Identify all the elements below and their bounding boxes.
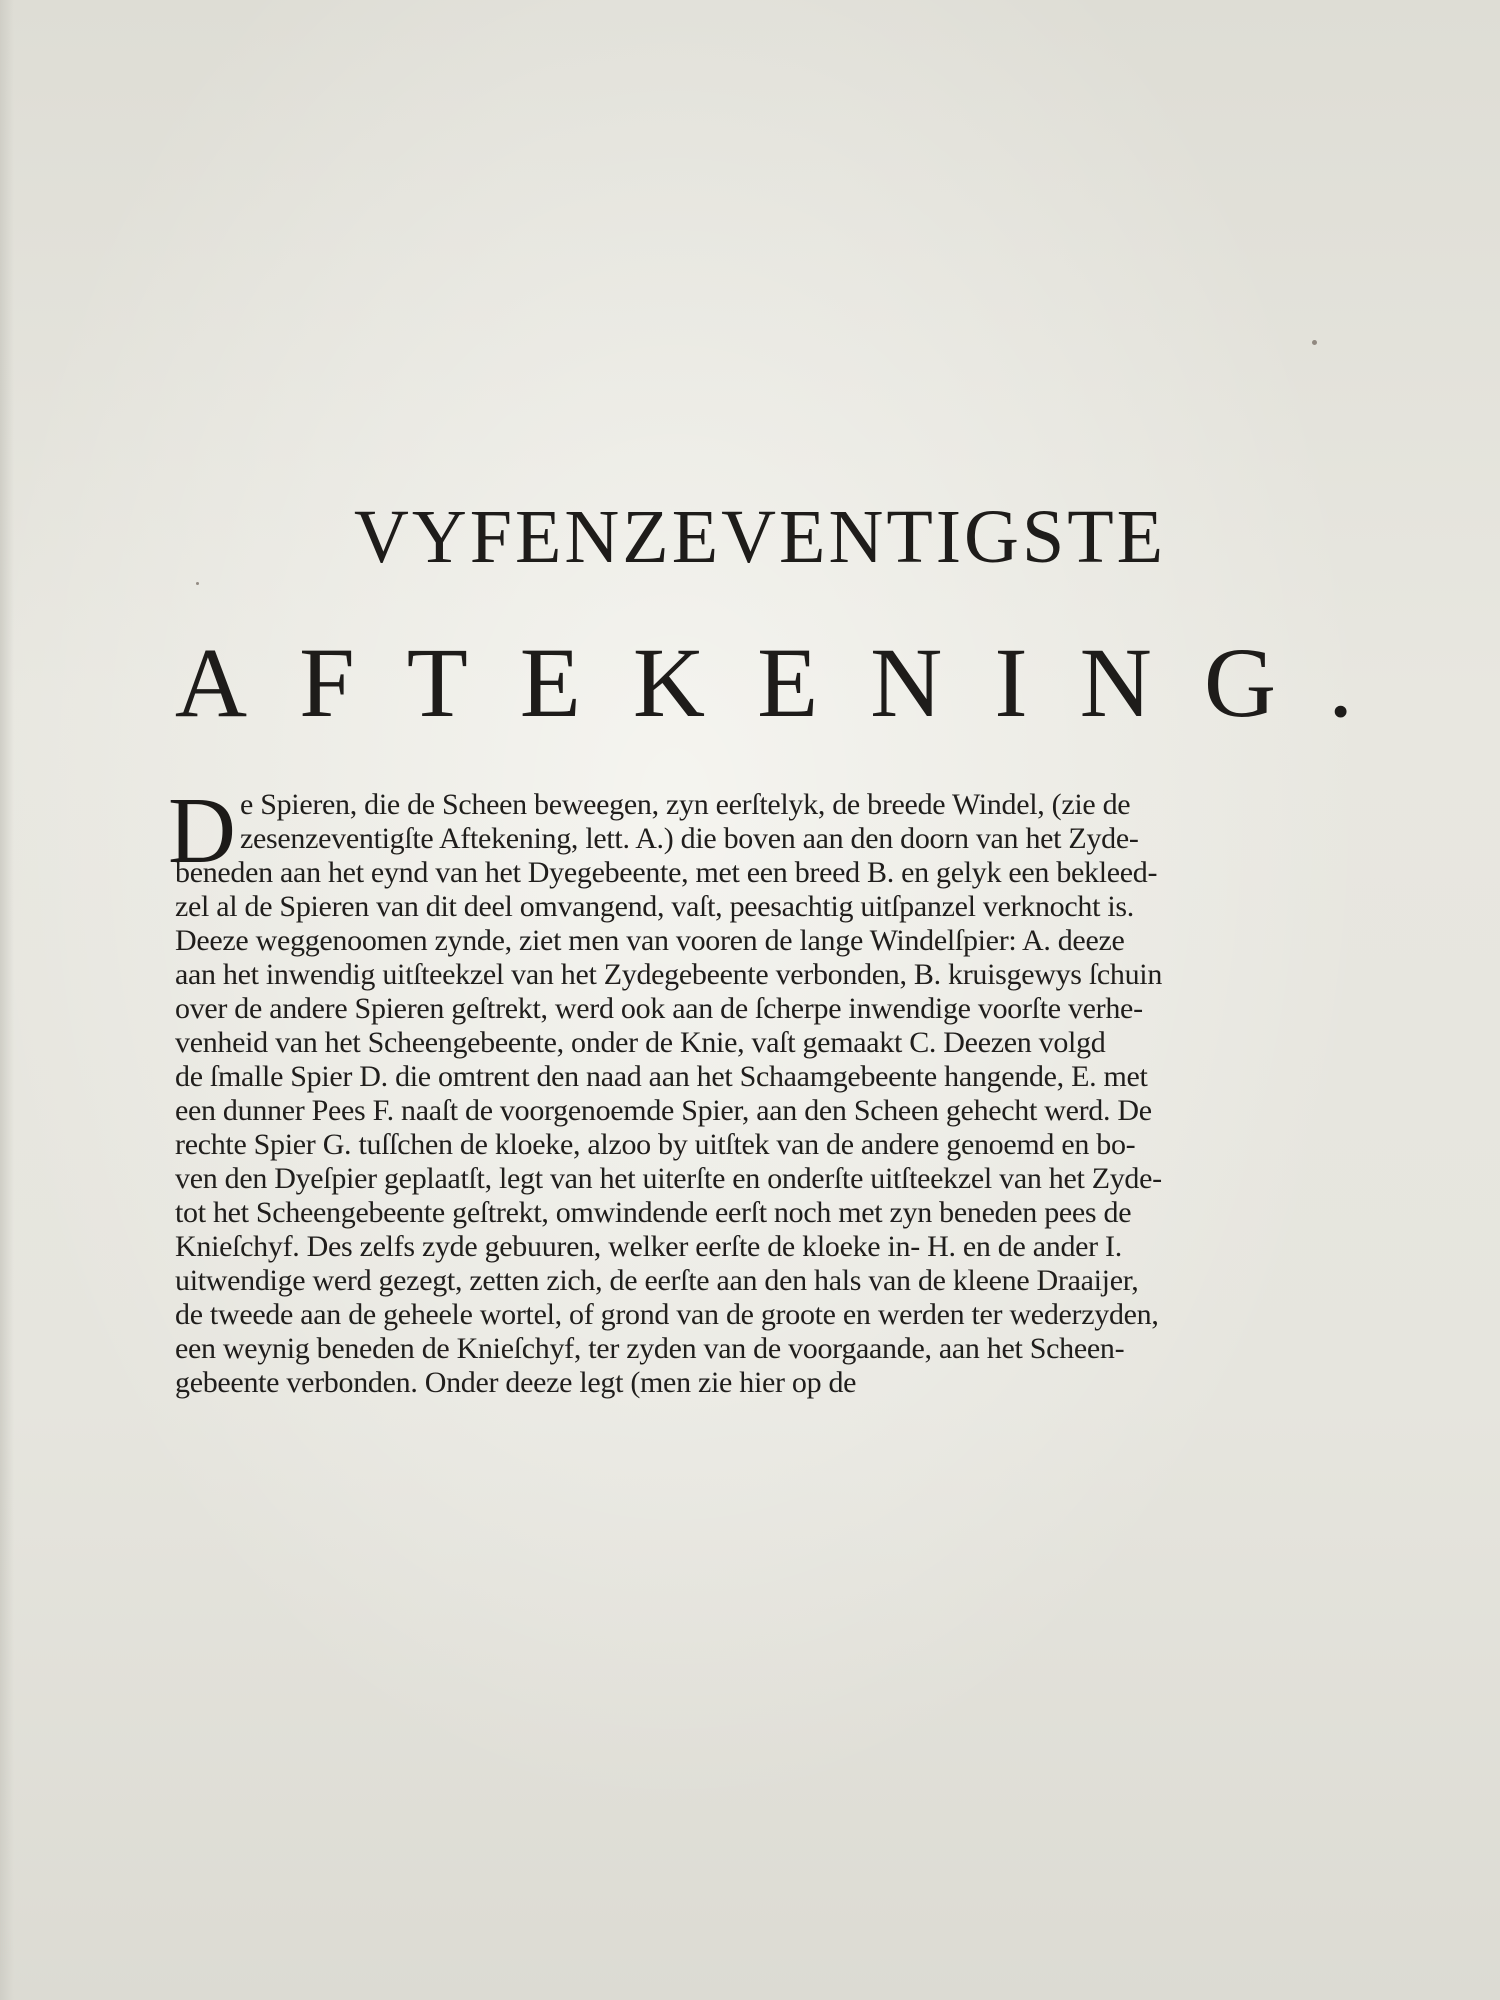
text-line: een dunner Pees F. naaſt de voorgenoemde Spier, aan den Scheen gehecht werd. De xyxy=(175,1094,1152,1127)
text-line: over de andere Spieren geſtrekt, werd ook aan de ſcherpe inwendige voorſte verhe- xyxy=(175,992,1143,1025)
text-line: een weynig beneden de Knieſchyf, ter zyden van de voorgaande, aan het Scheen- xyxy=(175,1332,1125,1365)
text-line: aan het inwendig uitſteekzel van het Zydegebeente verbonden, B. kruisgewys ſchuin xyxy=(175,958,1163,991)
text-line: de tweede aan de geheele wortel, of grond van de groote en werden ter wederzyden, xyxy=(175,1298,1159,1331)
text-line: zesenzeventigſte Aftekening, lett. A.) die boven aan den doorn van het Zyde- xyxy=(240,822,1139,855)
heading-title: AFTEKENING. xyxy=(174,627,1406,738)
heading-ordinal: VYFENZEVENTIGSTE xyxy=(353,495,1167,579)
page-edge-shadow xyxy=(0,0,14,2000)
text-line: uitwendige werd gezegt, zetten zich, de eerſte aan den hals van de kleene Draaijer, xyxy=(175,1264,1139,1297)
text-line: zel al de Spieren van dit deel omvangend, vaſt, peesachtig uitſpanzel verknocht is. xyxy=(175,890,1134,923)
text-line: ven den Dyeſpier geplaatſt, legt van het uiterſte en onderſte uitſteekzel van het Zyde- xyxy=(175,1162,1162,1195)
paper-speck xyxy=(1312,340,1317,345)
text-line: gebeente verbonden. Onder deeze legt (men zie hier op de xyxy=(175,1366,857,1399)
text-line: Knieſchyf. Des zelfs zyde gebuuren, welker eerſte de kloeke in- H. en de ander I. xyxy=(175,1230,1122,1263)
drop-cap: D xyxy=(168,779,236,883)
text-line: Deeze weggenoomen zynde, ziet men van vooren de lange Windelſpier: A. deeze xyxy=(175,924,1125,957)
text-line: de ſmalle Spier D. die omtrent den naad aan het Schaamgebeente hangende, E. met xyxy=(175,1060,1148,1093)
text-line: venheid van het Scheengebeente, onder de Knie, vaſt gemaakt C. Deezen volgd xyxy=(175,1026,1106,1059)
text-line: beneden aan het eynd van het Dyegebeente, met een breed B. en gelyk een bekleed- xyxy=(175,856,1158,889)
text-line: rechte Spier G. tuſſchen de kloeke, alzoo by uitſtek van de andere genoemd en bo- xyxy=(175,1128,1136,1161)
body-paragraph xyxy=(175,788,1455,1400)
paper-speck xyxy=(196,582,199,585)
text-line: e Spieren, die de Scheen beweegen, zyn eerſtelyk, de breede Windel, (zie de xyxy=(240,788,1131,821)
text-line: tot het Scheengebeente geſtrekt, omwindende eerſt noch met zyn beneden pees de xyxy=(175,1196,1132,1229)
